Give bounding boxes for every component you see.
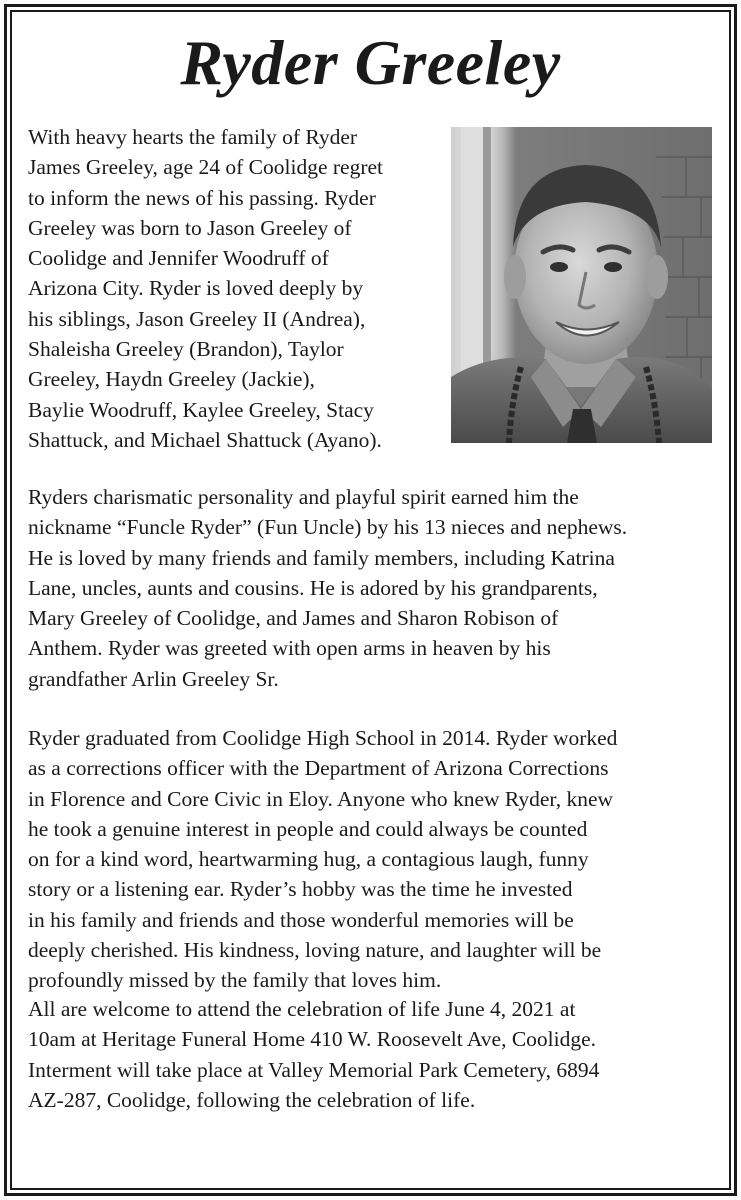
text-line: to inform the news of his passing. Ryder xyxy=(28,185,376,210)
text-line: grandfather Arlin Greeley Sr. xyxy=(28,666,279,691)
text-line: AZ-287, Coolidge, following the celebration of life. xyxy=(28,1087,476,1112)
text-line: deeply cherished. His kindness, loving nature, and laughter will be xyxy=(28,938,602,963)
obituary-title: Ryder Greeley xyxy=(180,27,561,98)
portrait-photo xyxy=(451,127,712,443)
text-line: he took a genuine interest in people and could always be counted xyxy=(28,816,588,841)
text-line: as a corrections officer with the Department of Arizona Corrections xyxy=(28,756,609,781)
text-line: James Greeley, age 24 of Coolidge regret xyxy=(28,155,384,180)
paragraph-service xyxy=(28,994,728,1115)
text-line: Shaleisha Greeley (Brandon), Taylor xyxy=(28,337,344,362)
text-line: profoundly missed by the family that loves him. xyxy=(28,968,442,993)
text-line: With heavy hearts the family of Ryder xyxy=(28,125,358,149)
text-line: on for a kind word, heartwarming hug, a contagious laugh, funny xyxy=(28,847,589,872)
text-line: in his family and friends and those wonderful memories will be xyxy=(28,907,574,932)
portrait-image xyxy=(451,127,712,443)
text-line: 10am at Heritage Funeral Home 410 W. Roosevelt Ave, Coolidge. xyxy=(28,1027,597,1052)
text-line: his siblings, Jason Greeley II (Andrea), xyxy=(28,306,366,331)
text-line: Shattuck, and Michael Shattuck (Ayano). xyxy=(28,427,382,452)
paragraph-personality xyxy=(28,482,728,694)
text-line: Lane, uncles, aunts and cousins. He is adored by his grandparents, xyxy=(28,575,598,600)
text-line: Interment will take place at Valley Memorial Park Cemetery, 6894 xyxy=(28,1057,600,1082)
text-line: All are welcome to attend the celebration of life June 4, 2021 at xyxy=(28,997,576,1021)
text-line: Mary Greeley of Coolidge, and James and Sharon Robison of xyxy=(28,606,559,631)
text-line: He is loved by many friends and family members, including Katrina xyxy=(28,545,615,570)
text-line: in Florence and Core Civic in Eloy. Anyone who knew Ryder, knew xyxy=(28,786,614,811)
text-line: nickname “Funcle Ryder” (Fun Uncle) by his 13 nieces and nephews. xyxy=(28,515,628,540)
text-line: Greeley was born to Jason Greeley of xyxy=(28,215,352,240)
text-line: Ryders charismatic personality and playful spirit earned him the xyxy=(28,485,579,509)
text-line: Coolidge and Jennifer Woodruff of xyxy=(28,246,329,271)
text-line: Greeley, Haydn Greeley (Jackie), xyxy=(28,367,315,392)
text-line: Arizona City. Ryder is loved deeply by xyxy=(28,276,364,301)
text-line: Ryder graduated from Coolidge High School in 2014. Ryder worked xyxy=(28,726,618,750)
text-line: Baylie Woodruff, Kaylee Greeley, Stacy xyxy=(28,397,374,422)
text-line: Anthem. Ryder was greeted with open arms in heaven by his xyxy=(28,636,551,661)
paragraph-family xyxy=(28,122,448,455)
text-line: story or a listening ear. Ryder’s hobby was the time he invested xyxy=(28,877,573,902)
paragraph-career xyxy=(28,723,728,996)
